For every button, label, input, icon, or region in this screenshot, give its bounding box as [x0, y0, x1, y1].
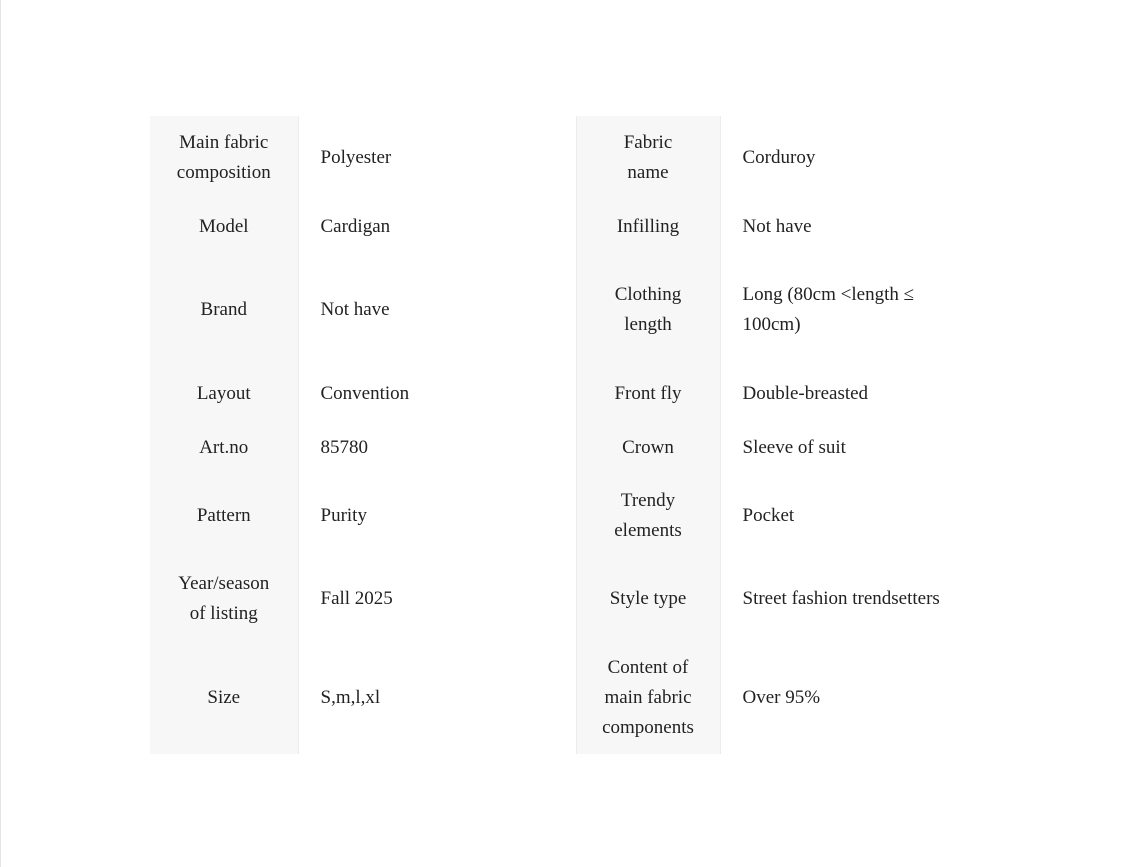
spec-value-clothing-length-text: Long (80cm <length ≤ 100cm): [742, 284, 915, 335]
spec-key-size: Size: [150, 641, 298, 754]
spec-value-size: S,m,l,xl: [320, 686, 381, 708]
spec-row: [150, 200, 960, 253]
spec-value-layout: Convention: [320, 383, 410, 404]
spec-key-brand: Brand: [150, 253, 298, 367]
spec-value-trendy-elements: Pocket: [742, 504, 795, 526]
spec-key-crown: Crown: [576, 421, 720, 474]
page-left-border: [0, 0, 1, 867]
spec-value-clothing-length: [720, 253, 960, 367]
spec-row: [150, 641, 960, 754]
spec-key-content-of-main-fabric-components: Content of main fabric components: [576, 641, 720, 754]
spec-key-front-fly: Front fly: [576, 367, 720, 421]
spec-value-brand: Not have: [320, 299, 390, 320]
spec-key-trendy-elements: Trendy elements: [576, 474, 720, 557]
spec-row: [150, 557, 960, 641]
spec-value-fabric-name: Corduroy: [742, 147, 816, 168]
spec-key-fabric-name: Fabric name: [576, 116, 720, 200]
spec-value-infilling: Not have: [742, 215, 812, 237]
spec-value-model: Cardigan: [320, 215, 391, 237]
spec-value-crown: Sleeve of suit: [742, 436, 846, 458]
spec-key-infilling: Infilling: [576, 200, 720, 253]
spec-key-style-type: Style type: [576, 557, 720, 641]
spec-key-clothing-length: Clothing length: [576, 253, 720, 367]
spec-key-layout: Layout: [150, 367, 298, 421]
spec-row: [150, 116, 960, 200]
spec-key-main-fabric-composition: Main fabric composition: [150, 116, 298, 200]
spec-value-art-no: 85780: [320, 436, 368, 458]
spec-value-pattern: Purity: [320, 504, 367, 526]
spec-key-pattern: Pattern: [150, 474, 298, 557]
product-spec-table: [150, 116, 960, 754]
spec-value-style-type: Street fashion trendsetters: [742, 588, 940, 609]
spec-row: [150, 474, 960, 557]
spec-row: [150, 253, 960, 367]
spec-row: [150, 367, 960, 421]
spec-key-year-season-of-listing: Year/season of listing: [150, 557, 298, 641]
spec-value-main-fabric-composition: Polyester: [320, 147, 392, 168]
spec-value-front-fly: Double-breasted: [742, 383, 869, 404]
spec-value-year-season-of-listing: Fall 2025: [320, 588, 393, 609]
spec-row: [150, 421, 960, 474]
spec-key-art-no: Art.no: [150, 421, 298, 474]
spec-value-content-of-main-fabric-components: Over 95%: [742, 686, 821, 708]
spec-key-model: Model: [150, 200, 298, 253]
